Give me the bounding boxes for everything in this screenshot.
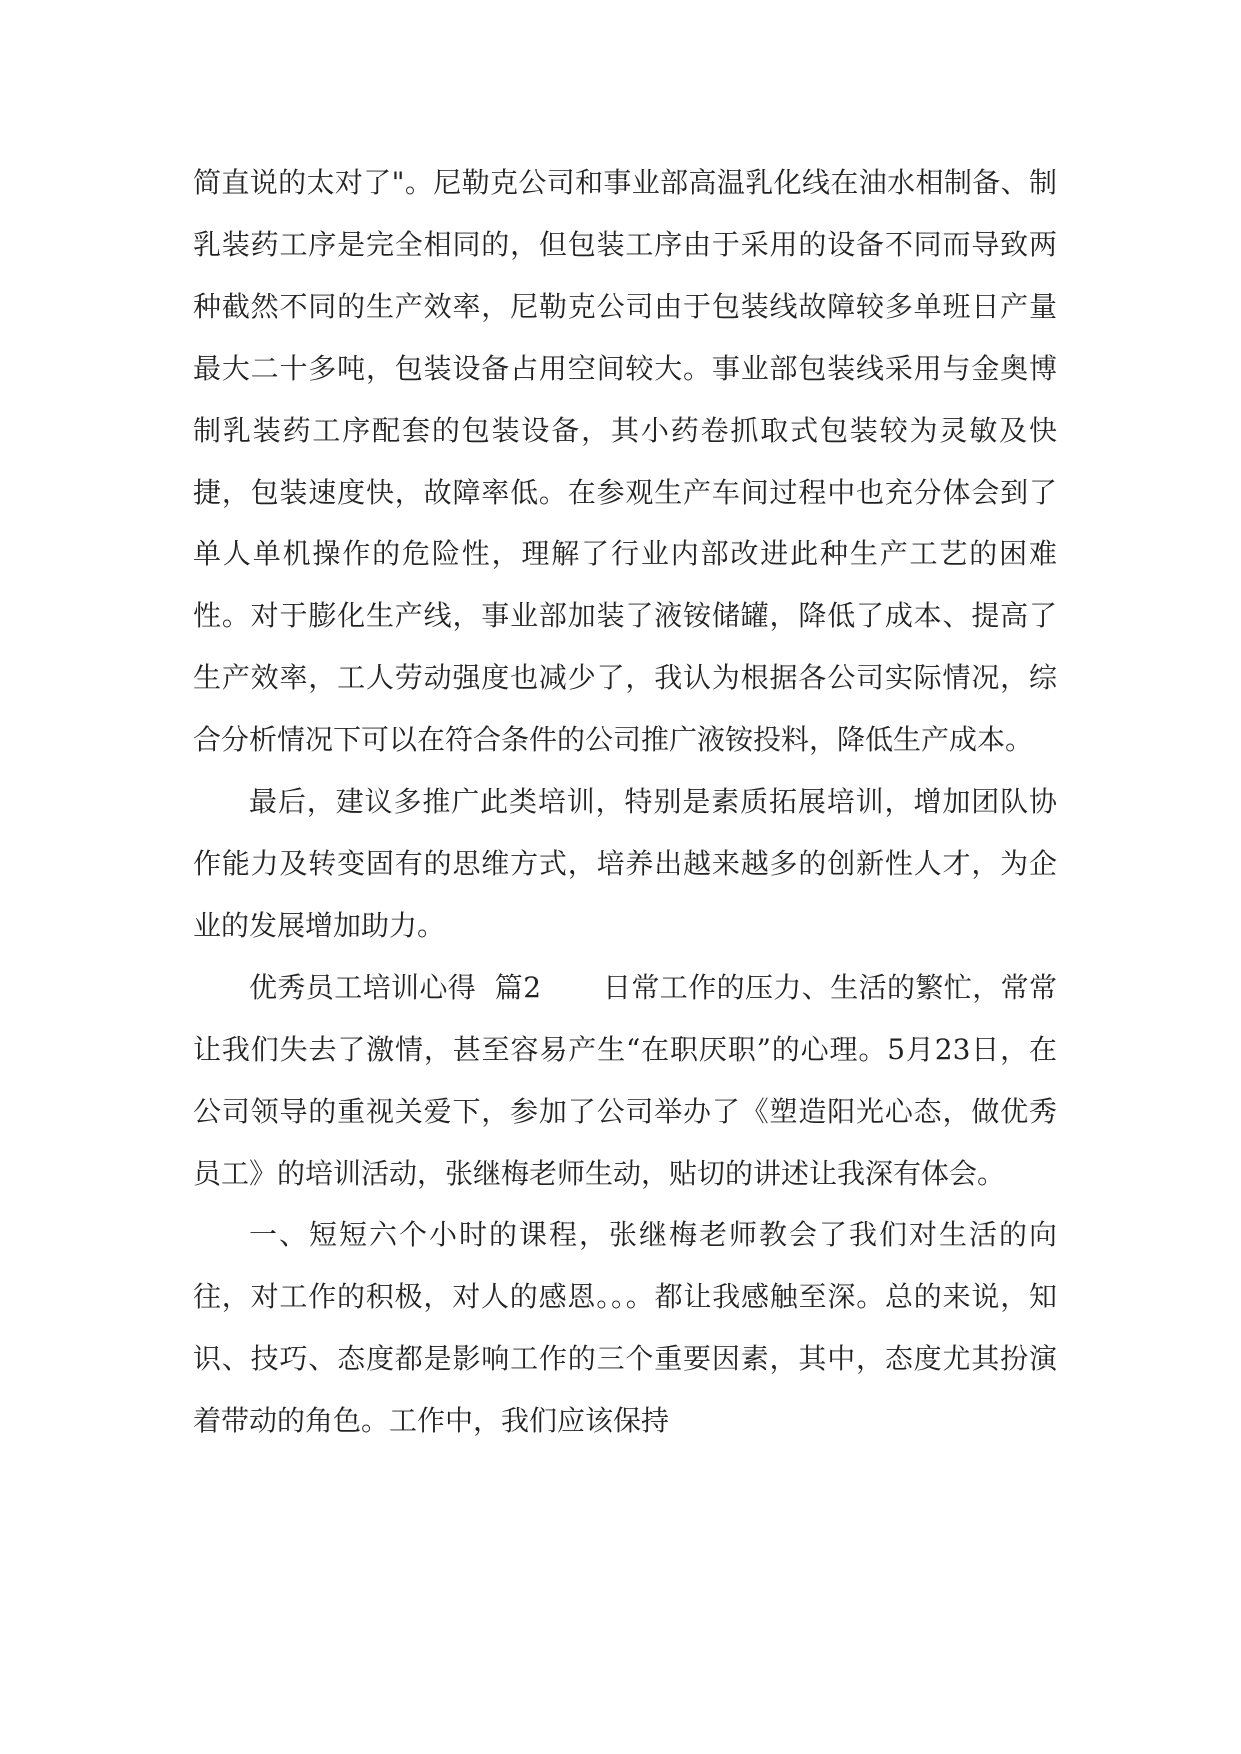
paragraph-1: 简直说的太对了"。尼勒克公司和事业部高温乳化线在油水相制备、制乳装药工序是完全相同的，但包装工序由于采用的设备不同而导致两种截然不同的生产效率，尼勒克公司由于包装线故障较多单班日产量最大二十多吨，包装设备占用空间较大。事业部包装线采用与金奥博制乳装药工序配套的包装设备，其小药卷抓取式包装较为灵敏及快捷，包装速度快，故障率低。在参观生产车间过程中也充分体会到了单人单机操作的危险性，理解了行业内部改进此种生产工艺的困难性。对于膨化生产线，事业部加装了液铵储罐，降低了成本、提高了生产效率，工人劳动强度也减少了，我认为根据各公司实际情况，综合分析情况下可以在符合条件的公司推广液铵投料，降低生产成本。: [193, 166, 1057, 757]
paragraph-4: 一、短短六个小时的课程，张继梅老师教会了我们对生活的向往，对工作的积极，对人的感恩。。。都让我感触至深。总的来说，知识、技巧、态度都是影响工作的三个重要因素，其中，态度尤其扮演着带动的角色。工作中，我们应该保持: [193, 1218, 1057, 1438]
paragraph-3: [193, 957, 1057, 1205]
paragraph-2: 最后，建议多推广此类培训，特别是素质拓展培训，增加团队协作能力及转变固有的思维方式，培养出越来越多的创新性人才，为企业的发展增加助力。: [193, 785, 1057, 942]
document-body: [193, 152, 1057, 1452]
paragraph-3-text: 日常工作的压力、生活的繁忙，常常让我们失去了激情，甚至容易产生“在职厌职”的心理。5月23日，在公司领导的重视关爱下，参加了公司举办了《塑造阳光心态，做优秀员工》的培训活动，张继梅老师生动，贴切的讲述让我深有体会。: [193, 970, 1057, 1190]
section-heading: 优秀员工培训心得 篇2: [249, 970, 542, 1004]
